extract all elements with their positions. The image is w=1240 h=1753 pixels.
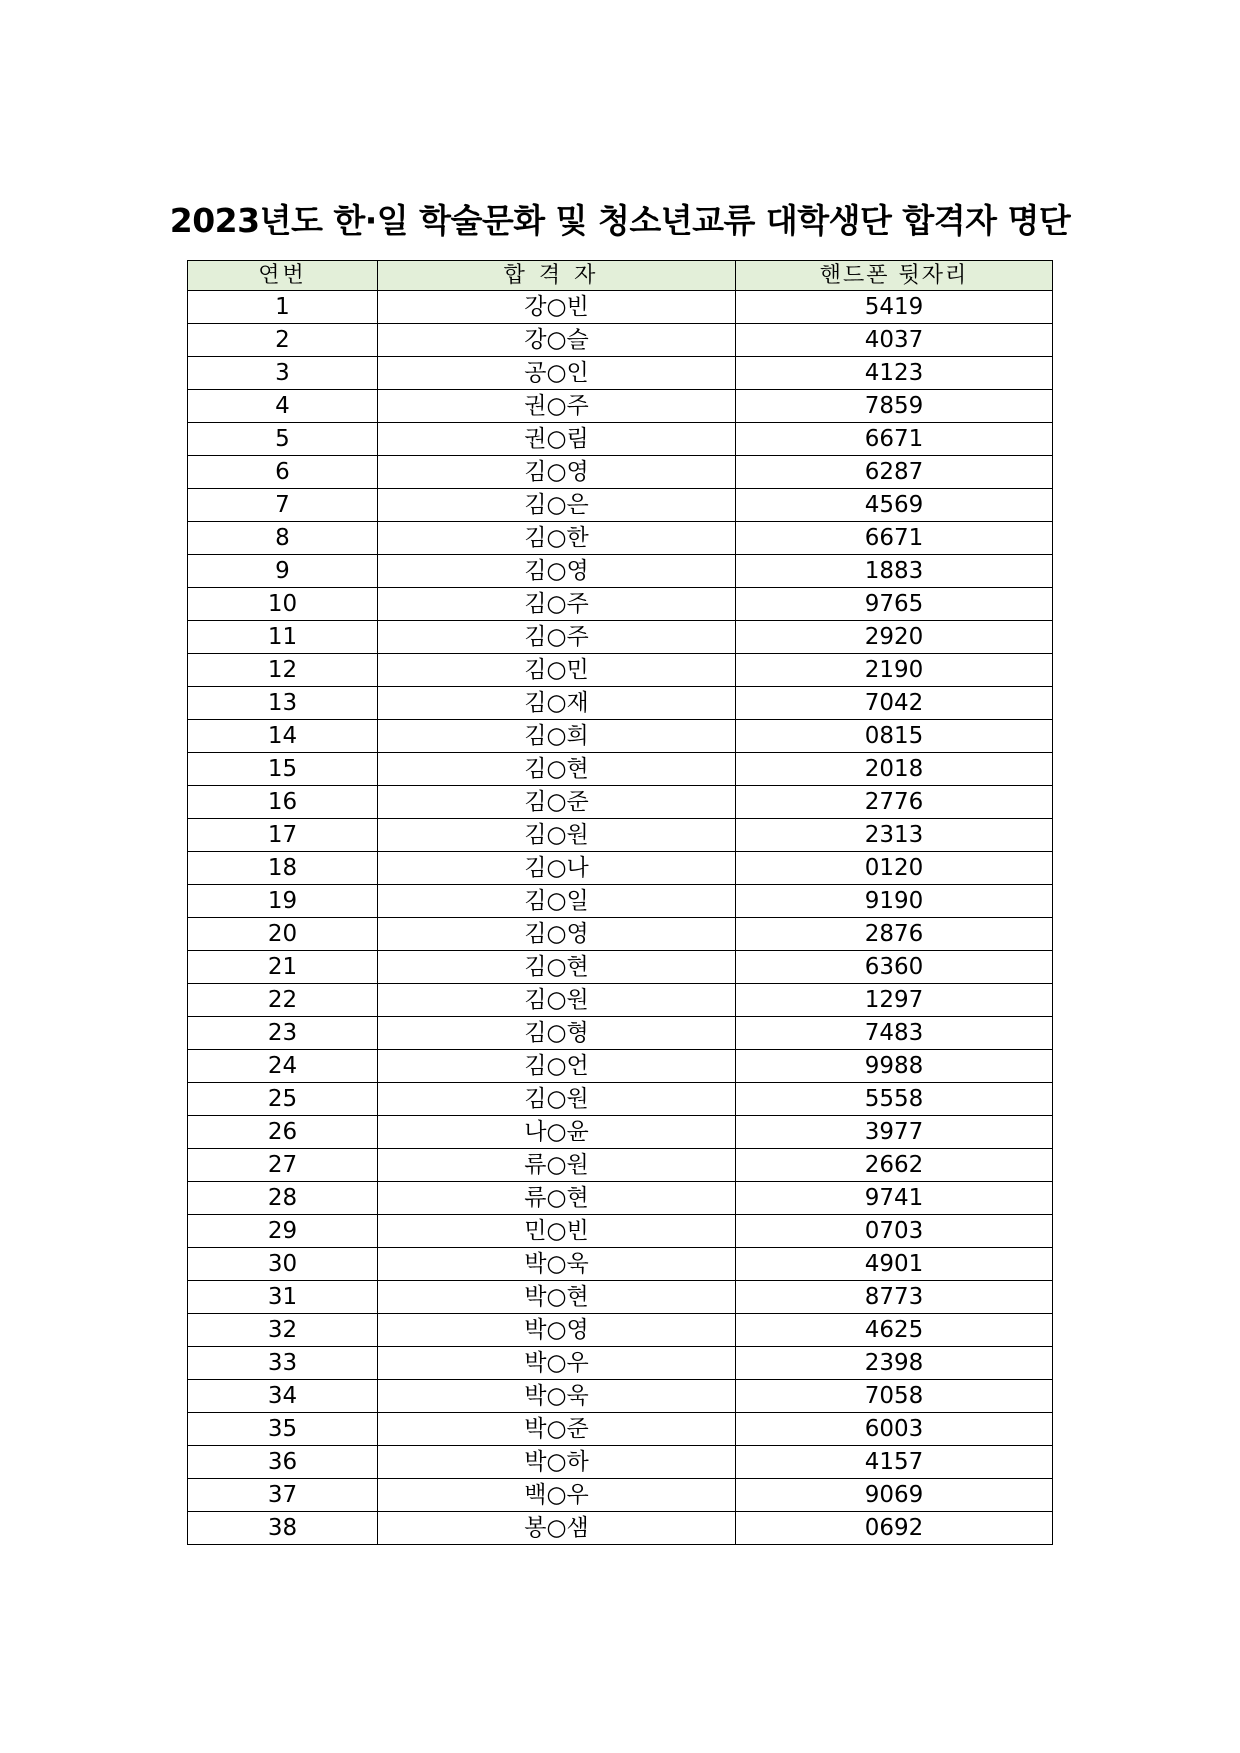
phone-suffix-cell: 2398	[736, 1347, 1053, 1380]
applicant-name-cell: 김○영	[378, 918, 736, 951]
row-number-cell: 4	[188, 390, 378, 423]
row-number-cell: 30	[188, 1248, 378, 1281]
phone-suffix-cell: 2662	[736, 1149, 1053, 1182]
applicant-name-cell: 공○인	[378, 357, 736, 390]
phone-suffix-cell: 4157	[736, 1446, 1053, 1479]
table-row	[188, 819, 1053, 852]
phone-suffix-cell: 1883	[736, 555, 1053, 588]
phone-suffix-cell: 5419	[736, 291, 1053, 324]
row-number-cell: 7	[188, 489, 378, 522]
row-number-cell: 10	[188, 588, 378, 621]
table-row	[188, 291, 1053, 324]
table-body	[188, 291, 1053, 1545]
applicant-name-cell: 김○민	[378, 654, 736, 687]
table-row	[188, 1248, 1053, 1281]
table-row	[188, 753, 1053, 786]
row-number-cell: 8	[188, 522, 378, 555]
applicant-name-cell: 김○재	[378, 687, 736, 720]
applicant-name-cell: 김○주	[378, 621, 736, 654]
phone-suffix-cell: 9765	[736, 588, 1053, 621]
applicant-name-cell: 김○희	[378, 720, 736, 753]
applicant-name-cell: 나○윤	[378, 1116, 736, 1149]
table-row	[188, 621, 1053, 654]
table-row	[188, 1446, 1053, 1479]
document-title: 2023년도 한·일 학술문화 및 청소년교류 대학생단 합격자 명단	[169, 201, 1071, 240]
phone-suffix-cell: 4123	[736, 357, 1053, 390]
phone-suffix-cell: 7859	[736, 390, 1053, 423]
applicant-name-cell: 김○형	[378, 1017, 736, 1050]
phone-suffix-cell: 0703	[736, 1215, 1053, 1248]
phone-suffix-cell: 4037	[736, 324, 1053, 357]
row-number-cell: 19	[188, 885, 378, 918]
phone-suffix-cell: 6671	[736, 423, 1053, 456]
applicant-name-cell: 박○준	[378, 1413, 736, 1446]
table-row	[188, 918, 1053, 951]
row-number-cell: 27	[188, 1149, 378, 1182]
applicant-name-cell: 김○나	[378, 852, 736, 885]
applicant-name-cell: 김○언	[378, 1050, 736, 1083]
table-row	[188, 1017, 1053, 1050]
phone-suffix-cell: 6287	[736, 456, 1053, 489]
row-number-cell: 34	[188, 1380, 378, 1413]
row-number-cell: 2	[188, 324, 378, 357]
applicant-name-cell: 강○슬	[378, 324, 736, 357]
phone-suffix-cell: 2776	[736, 786, 1053, 819]
phone-suffix-cell: 4569	[736, 489, 1053, 522]
phone-suffix-cell: 6360	[736, 951, 1053, 984]
table-row	[188, 489, 1053, 522]
table-row	[188, 1116, 1053, 1149]
table-row	[188, 1380, 1053, 1413]
phone-suffix-cell: 9190	[736, 885, 1053, 918]
table-row	[188, 390, 1053, 423]
table-row	[188, 357, 1053, 390]
column-header-phone: 핸드폰 뒷자리	[736, 261, 1053, 291]
applicant-name-cell: 박○하	[378, 1446, 736, 1479]
phone-suffix-cell: 2313	[736, 819, 1053, 852]
table-row	[188, 1347, 1053, 1380]
row-number-cell: 9	[188, 555, 378, 588]
applicant-name-cell: 김○원	[378, 819, 736, 852]
table-row	[188, 522, 1053, 555]
row-number-cell: 26	[188, 1116, 378, 1149]
applicant-name-cell: 류○현	[378, 1182, 736, 1215]
phone-suffix-cell: 9988	[736, 1050, 1053, 1083]
phone-suffix-cell: 5558	[736, 1083, 1053, 1116]
phone-suffix-cell: 9741	[736, 1182, 1053, 1215]
column-header-name: 합격자	[378, 261, 736, 291]
row-number-cell: 11	[188, 621, 378, 654]
applicant-name-cell: 백○우	[378, 1479, 736, 1512]
row-number-cell: 25	[188, 1083, 378, 1116]
row-number-cell: 28	[188, 1182, 378, 1215]
row-number-cell: 5	[188, 423, 378, 456]
row-number-cell: 17	[188, 819, 378, 852]
table-row	[188, 456, 1053, 489]
column-header-number: 연번	[188, 261, 378, 291]
applicant-name-cell: 민○빈	[378, 1215, 736, 1248]
applicant-name-cell: 김○원	[378, 1083, 736, 1116]
row-number-cell: 20	[188, 918, 378, 951]
applicant-name-cell: 김○주	[378, 588, 736, 621]
applicant-name-cell: 김○현	[378, 951, 736, 984]
applicant-name-cell: 김○한	[378, 522, 736, 555]
phone-suffix-cell: 6003	[736, 1413, 1053, 1446]
row-number-cell: 6	[188, 456, 378, 489]
table-row	[188, 1479, 1053, 1512]
table-row	[188, 720, 1053, 753]
row-number-cell: 29	[188, 1215, 378, 1248]
table-row	[188, 1149, 1053, 1182]
applicant-name-cell: 김○일	[378, 885, 736, 918]
phone-suffix-cell: 7058	[736, 1380, 1053, 1413]
row-number-cell: 13	[188, 687, 378, 720]
row-number-cell: 12	[188, 654, 378, 687]
table-row	[188, 1215, 1053, 1248]
row-number-cell: 35	[188, 1413, 378, 1446]
table-row	[188, 588, 1053, 621]
row-number-cell: 15	[188, 753, 378, 786]
phone-suffix-cell: 6671	[736, 522, 1053, 555]
phone-suffix-cell: 7483	[736, 1017, 1053, 1050]
row-number-cell: 36	[188, 1446, 378, 1479]
row-number-cell: 24	[188, 1050, 378, 1083]
applicant-name-cell: 권○림	[378, 423, 736, 456]
phone-suffix-cell: 2920	[736, 621, 1053, 654]
phone-suffix-cell: 9069	[736, 1479, 1053, 1512]
phone-suffix-cell: 4901	[736, 1248, 1053, 1281]
phone-suffix-cell: 2190	[736, 654, 1053, 687]
table-row	[188, 951, 1053, 984]
applicant-table	[187, 260, 1053, 1545]
table-row	[188, 786, 1053, 819]
phone-suffix-cell: 0692	[736, 1512, 1053, 1545]
table-row	[188, 423, 1053, 456]
phone-suffix-cell: 4625	[736, 1314, 1053, 1347]
table-row	[188, 1512, 1053, 1545]
row-number-cell: 14	[188, 720, 378, 753]
applicant-name-cell: 박○욱	[378, 1380, 736, 1413]
row-number-cell: 23	[188, 1017, 378, 1050]
row-number-cell: 16	[188, 786, 378, 819]
applicant-name-cell: 박○현	[378, 1281, 736, 1314]
applicant-name-cell: 김○원	[378, 984, 736, 1017]
phone-suffix-cell: 0815	[736, 720, 1053, 753]
table-row	[188, 687, 1053, 720]
table-row	[188, 984, 1053, 1017]
row-number-cell: 21	[188, 951, 378, 984]
row-number-cell: 1	[188, 291, 378, 324]
applicant-name-cell: 류○원	[378, 1149, 736, 1182]
table-row	[188, 1281, 1053, 1314]
table-row	[188, 852, 1053, 885]
row-number-cell: 37	[188, 1479, 378, 1512]
applicant-name-cell: 권○주	[378, 390, 736, 423]
table-row	[188, 1182, 1053, 1215]
phone-suffix-cell: 7042	[736, 687, 1053, 720]
row-number-cell: 3	[188, 357, 378, 390]
table-row	[188, 654, 1053, 687]
applicant-name-cell: 김○현	[378, 753, 736, 786]
applicant-name-cell: 김○준	[378, 786, 736, 819]
row-number-cell: 33	[188, 1347, 378, 1380]
table-row	[188, 1413, 1053, 1446]
table-row	[188, 555, 1053, 588]
phone-suffix-cell: 8773	[736, 1281, 1053, 1314]
phone-suffix-cell: 2876	[736, 918, 1053, 951]
applicant-name-cell: 김○영	[378, 456, 736, 489]
table-row	[188, 885, 1053, 918]
applicant-name-cell: 봉○샘	[378, 1512, 736, 1545]
table-header-row	[188, 261, 1053, 291]
applicant-name-cell: 강○빈	[378, 291, 736, 324]
table-row	[188, 324, 1053, 357]
applicant-name-cell: 박○영	[378, 1314, 736, 1347]
table-row	[188, 1050, 1053, 1083]
applicant-name-cell: 박○우	[378, 1347, 736, 1380]
row-number-cell: 18	[188, 852, 378, 885]
row-number-cell: 22	[188, 984, 378, 1017]
row-number-cell: 32	[188, 1314, 378, 1347]
phone-suffix-cell: 3977	[736, 1116, 1053, 1149]
row-number-cell: 38	[188, 1512, 378, 1545]
row-number-cell: 31	[188, 1281, 378, 1314]
phone-suffix-cell: 1297	[736, 984, 1053, 1017]
table-row	[188, 1083, 1053, 1116]
phone-suffix-cell: 0120	[736, 852, 1053, 885]
phone-suffix-cell: 2018	[736, 753, 1053, 786]
applicant-name-cell: 김○은	[378, 489, 736, 522]
applicant-name-cell: 박○욱	[378, 1248, 736, 1281]
table-row	[188, 1314, 1053, 1347]
applicant-name-cell: 김○영	[378, 555, 736, 588]
